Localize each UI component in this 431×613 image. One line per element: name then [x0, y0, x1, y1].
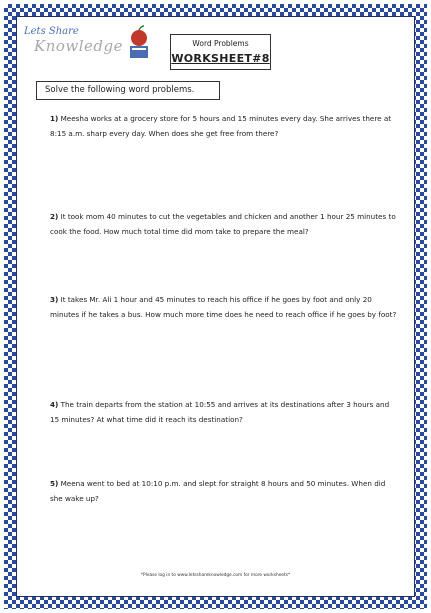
worksheet-title: WORKSHEET#8: [171, 52, 270, 65]
question-number: 2): [50, 212, 59, 221]
question-1: [50, 111, 400, 141]
question-number: 5): [50, 479, 59, 488]
footer-note: *Please log in to www.letsshareknowledge.com for more worksheets*: [140, 573, 291, 578]
question-text: Meena went to bed at 10:10 p.m. and slept for straight 8 hours and 50 minutes. When did she wake up?: [50, 479, 386, 503]
question-number: 1): [50, 114, 59, 123]
instruction-box: Solve the following word problems.: [36, 81, 220, 100]
question-5: [50, 476, 400, 506]
question-3: [50, 292, 400, 322]
logo-text-line1: Lets Share: [24, 26, 79, 37]
question-text: It takes Mr. Ali 1 hour and 45 minutes to reach his office if he goes by foot and only 20 minutes if he takes a bus. How much more time does he need to reach office if he goes by foot?: [50, 295, 397, 319]
question-number: 3): [50, 295, 59, 304]
question-text: The train departs from the station at 10:55 and arrives at its destinations after 3 hours and 15 minutes? At what time did it reach its destination?: [50, 400, 390, 424]
question-text: It took mom 40 minutes to cut the vegetables and chicken and another 1 hour 25 minutes to cook the food. How much total time did mom take to prepare the meal?: [50, 212, 396, 236]
logo-text-line2: Knowledge: [34, 37, 123, 55]
brand-logo: [20, 20, 150, 68]
worksheet-subtitle: Word Problems: [192, 39, 249, 48]
question-4: [50, 397, 400, 427]
question-text: Meesha works at a grocery store for 5 hours and 15 minutes every day. She arrives there at 8:15 a.m. sharp every day. When does she get free from there?: [50, 114, 392, 138]
apple-book-icon: [124, 24, 154, 62]
question-2: [50, 209, 400, 239]
question-number: 4): [50, 400, 59, 409]
worksheet-title-box: [170, 34, 271, 70]
